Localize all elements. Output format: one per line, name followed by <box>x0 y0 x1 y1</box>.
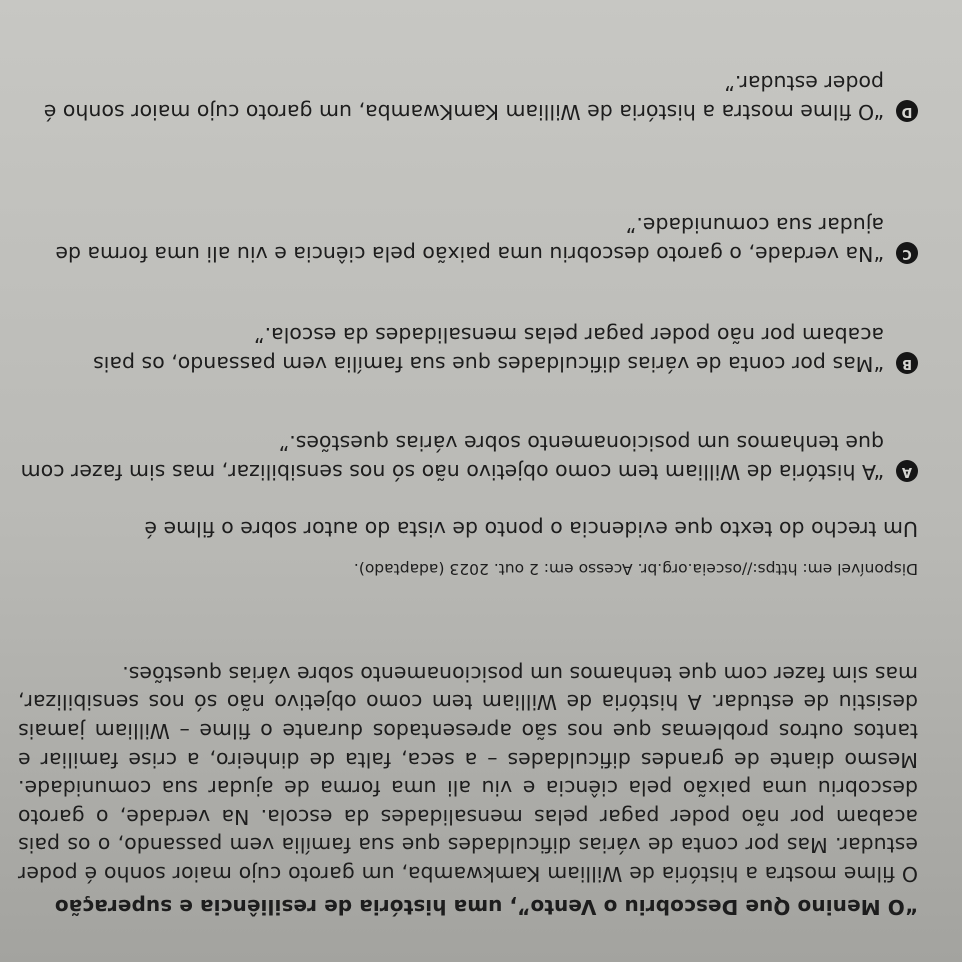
option-b-badge: B <box>896 352 918 374</box>
option-a-badge: A <box>896 460 918 482</box>
option-d[interactable] <box>18 69 918 126</box>
option-b[interactable] <box>18 321 918 378</box>
option-c[interactable] <box>18 211 918 268</box>
text-body: O filme mostra a história de William Kamkwamba, um garoto cujo maior sonho é poder estudar. Mas por conta de várias dificuldades que sua família vem passando, o os pais acabam por não poder pagar pelas mensalidades da escola. Na verdade, o garoto descobriu uma paixão pela ciência e viu ali uma forma de ajudar sua comunidade. Mesmo diante de grandes dificuldades – a seca, falta de dinheiro, a crise familiar e tantos outros problemas que nos são apresentados durante o filme – William jamais desistiu de estudar. A história de William tem como objetivo não só nos sensibilizar, mas sim fazer com que tenhamos um posicionamento sobre várias questões. <box>18 661 918 886</box>
option-c-badge: C <box>896 242 918 264</box>
option-d-text: “O filme mostra a história de William KamKwamba, um garoto cujo maior sonho é poder estudar.” <box>43 71 884 124</box>
text-title: “O Menino Que Descobriu o Vento”, uma história de resiliência e superação <box>54 895 918 919</box>
option-a-text: “A história de William tem como objetivo não só nos sensibilizar, mas sim fazer com que tenhamos um posicionamento sobre várias questões.” <box>20 431 884 484</box>
option-c-text: “Na verdade, o garoto descobriu uma paixão pela ciência e viu ali uma forma de ajudar sua comunidade.” <box>55 213 884 266</box>
option-b-text: “Mas por conta de várias dificuldades que sua família vem passando, os pais acabam por não poder pagar pelas mensalidades da escola.” <box>93 323 884 376</box>
option-d-badge: D <box>896 100 918 122</box>
question-stem: Um trecho do texto que evidencia o ponto de vista do autor sobre o filme é <box>144 517 918 541</box>
option-a[interactable] <box>18 429 918 486</box>
source-citation: Disponível em: https://osceia.org.br. Acesso em: 2 out. 2023 (adaptado). <box>353 560 918 578</box>
